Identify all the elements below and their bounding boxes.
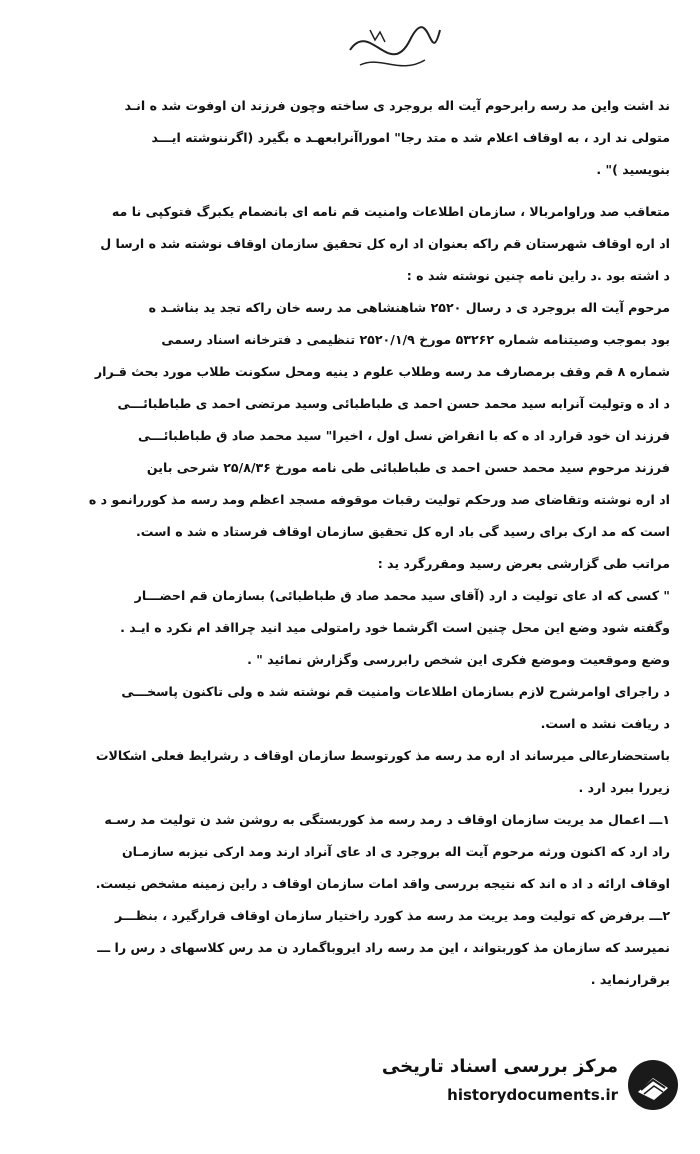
text-line: باستحضارعالی میرساند اد اره مد رسه مذ کورتوسط سازمان اوقاف د رشرایط فعلی اشکالات [95,748,670,763]
handwritten-scribble [330,10,450,90]
text-line: زیررا ببرد ارد . [578,780,670,795]
text-line: متعاقب صد وراوامربالا ، سازمان اطلاعات وامنیت قم نامه ای بانضمام یکبرگ فتوکپی نا مه [111,204,670,219]
archive-website: historydocuments.ir [447,1086,618,1104]
text-line: اد اره نوشته وتقاضای صد ورحکم تولیت رقبات موقوفه مسجد اعظم ومد رسه مذ کوررانمو د ه [88,492,670,507]
text-line: اد اره اوقاف شهرستان قم راکه بعنوان اد اره کل تحقیق سازمان اوقاف نوشته شد ه ارسا ل [100,236,670,251]
text-line: است که مد ارک برای رسید گی باد اره کل تحقیق سازمان اوقاف فرستاد ه شد ه است. [136,524,670,539]
text-line: راد ارد که اکنون ورثه مرحوم آیت اله بروجرد ی اد عای آنراد ارند ومد ارکی نیزبه سازمـان [121,844,670,859]
text-line: شماره ۸ قم وقف برمصارف مد رسه وطلاب علوم د ینیه ومحل سکونت طلاب مورد بحث قـرار [94,364,670,379]
text-line: برقرارنماید . [590,972,670,987]
text-line: مرحوم آیت اله بروجرد ی د رسال ۲۵۲۰ شاهنشاهی مد رسه خان راکه تجد ید بناشـد ه [148,300,670,315]
archive-org-name: مرکز بررسی اسناد تاریخی [381,1056,618,1077]
text-line: فرزند ان خود قرارد اد ه که با انقراض نسل اول ، اخیرا" سید محمد صاد ق طباطبائـــی [137,428,670,443]
text-line: بود بموجب وصیتنامه شماره ۵۳۲۶۲ مورخ ۲۵۲۰/۱/۹ تنظیمی د فترخانه اسناد رسمی [161,332,670,347]
text-line: د اد ه وتولیت آنرابه سید محمد حسن احمد ی طباطبائی وسید مرتضی احمد ی طباطبائـــی [117,396,670,411]
book-emblem-icon [626,1058,680,1112]
text-line: وضع وموقعیت وموضع فکری این شخص رابررسی وگزارش نمائید " . [247,652,670,667]
text-line: مراتب طی گزارشی بعرض رسید ومقررگرد ید : [377,556,670,571]
document-body [55,90,670,996]
text-line: بنویسید )" . [596,162,670,177]
text-line: فرزند مرحوم سید محمد حسن احمد ی طباطبائی طی نامه مورخ ۲۵/۸/۳۶ شرحی باین [146,460,670,475]
watermark-footer [381,1054,680,1124]
text-line: وگفته شود وضع این محل چنین است اگرشما خود رامتولی مید انید چرااقد ام نکرد ه ایـد . [120,620,670,635]
text-line: د راجرای اوامرشرح لازم بسازمان اطلاعات وامنیت قم نوشته شد ه ولی تاکنون پاسخـــی [121,684,670,699]
text-line: د اشته بود .د راین نامه چنین نوشته شد ه : [406,268,670,283]
text-line: متولی ند ارد ، به اوقاف اعلام شد ه متد رجا" اموراآنرابعهـد ه بگیرد (اگرننوشته ایـــد [151,130,670,145]
text-line: ند اشت واین مد رسه رابرحوم آیت اله بروجرد ی ساخته وچون فرزند ان اوفوت شد ه انـد [124,98,670,113]
text-line: د ریافت نشد ه است. [540,716,670,731]
text-line: اوقاف ارائه د اد ه اند که نتیجه بررسی واقد امات سازمان اوقاف د راین زمینه مشخص نیست. [95,876,670,891]
text-line: " کسی که اد عای تولیت د ارد (آقای سید محمد صاد ق طباطبائی) بسازمان قم احضـــار [134,588,670,603]
text-line: نمیرسد که سازمان مذ کوربتواند ، این مد رسه راد ایروباگمارد ن مد رس کلاسهای د رس را ـــ [97,940,670,955]
text-line: ۲ـــ برفرض که تولیت ومد یریت مد رسه مذ کورد راختیار سازمان اوقاف قرارگیرد ، بنظـــر [115,908,670,923]
text-line: ۱ـــ اعمال مد یریت سازمان اوقاف د رمد رسه مذ کوربستگی به روشن شد ن تولیت مد رسـه [104,812,670,827]
